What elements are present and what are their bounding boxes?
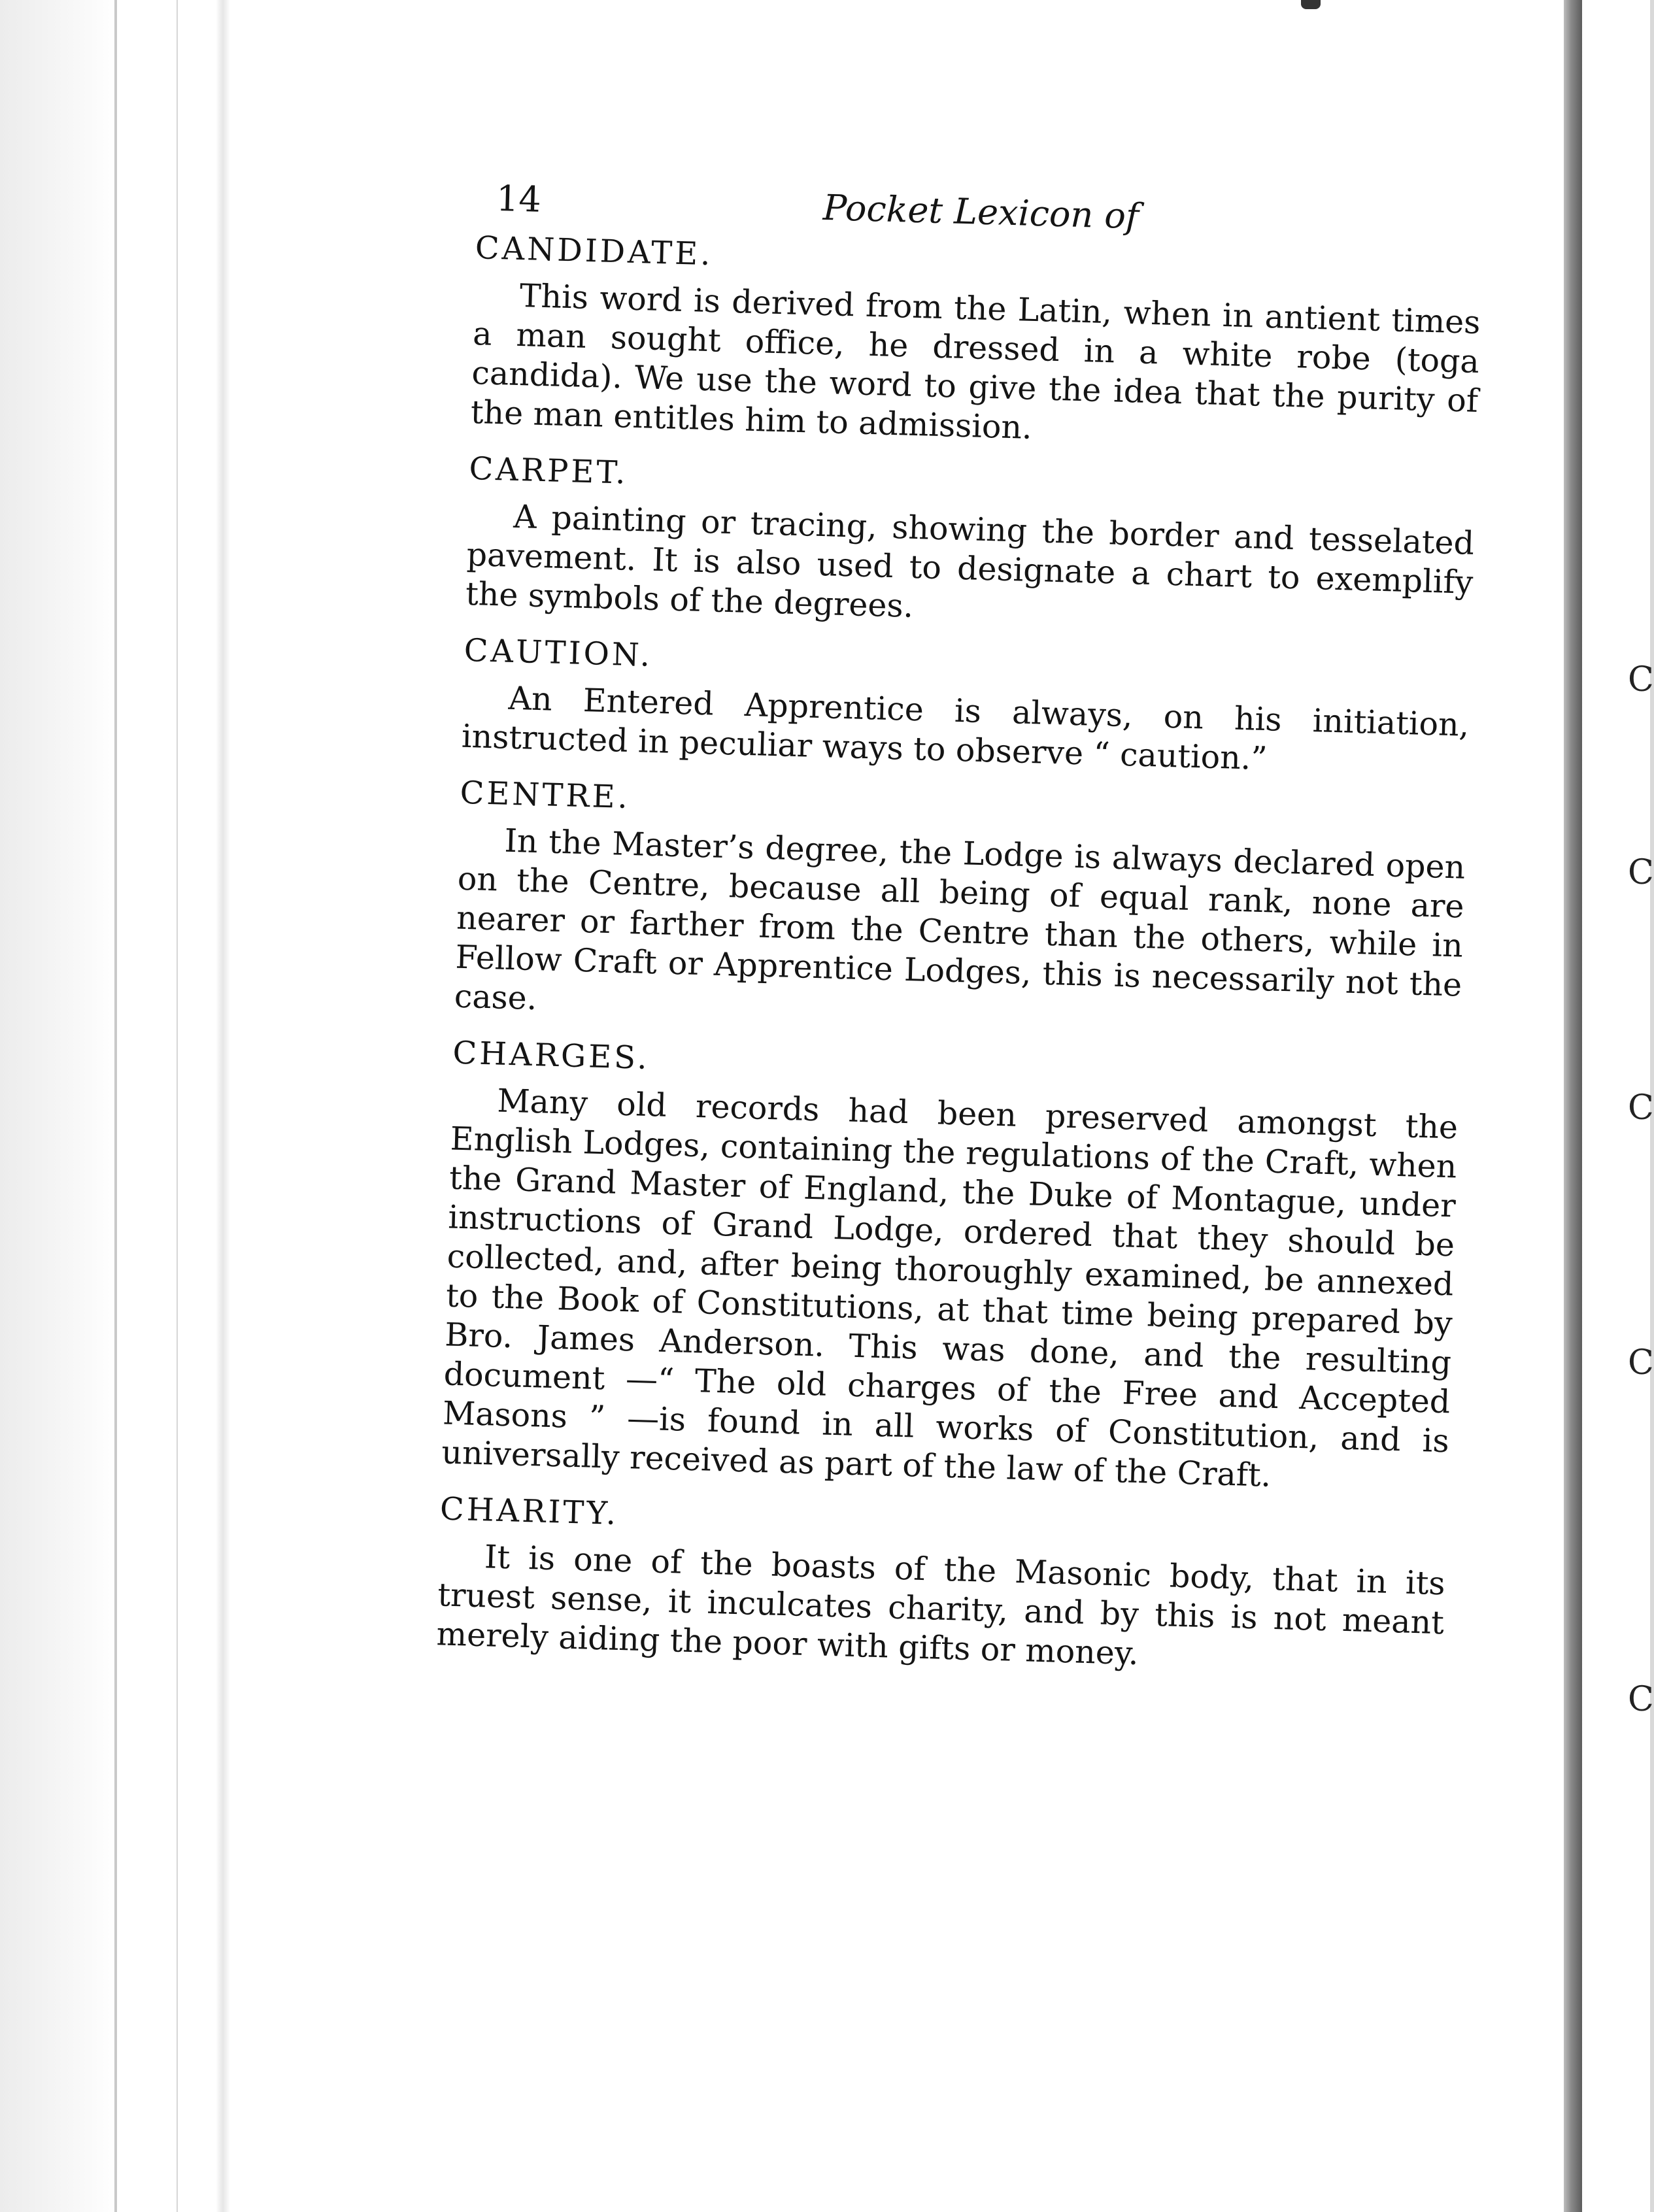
lexicon-entry: [410, 1490, 1447, 1682]
entry-headword: CHARITY.: [439, 1490, 619, 1532]
entry-definition: In the Master’s degree, the Lodge is always declared open on the Centre, because all being of equal rank, none are nearer or farther from the Centre than the others, while in Fellow Craft or Apprentice Lodges, this is necessarily not the case.: [454, 822, 1466, 1018]
running-title: Pocket Lexicon of: [822, 186, 1139, 237]
book-page: [409, 176, 1483, 1700]
entry-definition: Many old records had been preserved amongst the English Lodges, containing the regulations of the Craft, when the Grand Master of England, the Duke of Montague, under instructions of Grand Lodge, ordered that they should be collected, and, after being thoroughly examined, be annexed to the Book of Constitutions, at that time being prepared by Bro. James Anderson. This was done, and the resulting document —“ The old charges of the Free and Accepted Masons ” —is found in all works of Constitution, and is universally received as part of the law of the Craft.: [441, 1082, 1459, 1494]
lexicon-entry: [439, 450, 1476, 642]
entry-definition: It is one of the boasts of the Masonic body, that in its truest sense, it inculcates charity, and by this is not meant merely aiding the poor with gifts or money.: [435, 1538, 1446, 1673]
gutter-line: [177, 0, 178, 2212]
gutter-shadow: [216, 0, 230, 2212]
lexicon-entry: [444, 229, 1482, 460]
facing-page-letter: C: [1628, 660, 1654, 699]
entry-definition: An Entered Apprentice is always, on his initiation, instructed in peculiar ways to observe “ caution.”: [461, 679, 1470, 778]
facing-page-letter: C: [1628, 853, 1654, 892]
lexicon-entry: [435, 631, 1471, 784]
facing-page-letter: C: [1628, 1680, 1654, 1719]
scan-speck: [1301, 0, 1321, 9]
entry-headword: CHARGES.: [452, 1034, 650, 1077]
left-page-edge: [114, 0, 117, 2212]
lexicon-entry: [415, 1033, 1460, 1500]
facing-page-letter: C: [1628, 1088, 1654, 1128]
left-margin: [0, 0, 118, 2212]
binding-shadow: [1564, 0, 1582, 2212]
lexicon-entry: [428, 774, 1467, 1045]
entry-headword: CENTRE.: [459, 774, 631, 816]
entry-headword: CARPET.: [468, 450, 629, 492]
page-number: 14: [496, 177, 542, 220]
entry-headword: CANDIDATE.: [475, 229, 714, 273]
entry-headword: CAUTION.: [463, 631, 653, 674]
entry-definition: This word is derived from the Latin, when in antient times a man sought office, he dressed in a white robe (toga candida). We use the word to give the idea that the purity of the man entitles him to admission.: [470, 277, 1481, 446]
entry-definition: A painting or tracing, showing the border and tesselated pavement. It is also used to designate a chart to exemplify the symbols of the degrees.: [465, 497, 1475, 625]
facing-page-letter: C: [1628, 1343, 1654, 1382]
